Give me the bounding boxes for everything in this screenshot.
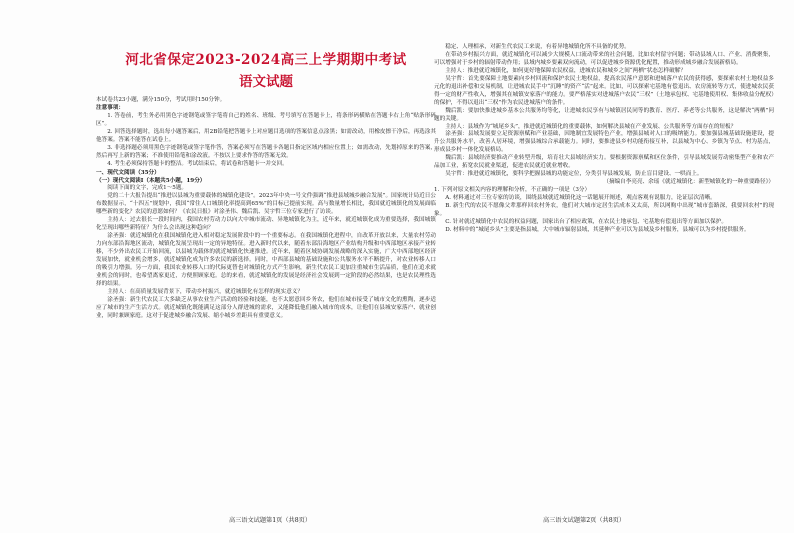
- article-paragraph: 吴宇哲：推进就近城镇化，要科学把握县城的功能定位，分类引导县城发展，防止盲目建设、一哄而上。: [445, 171, 703, 178]
- note-item: 1. 答卷前，考生务必用黑色字迹钢笔或签字笔将自己的姓名、班级、考号填写在答题卡上，将条形码横贴在答题卡右上角“贴条形码区”。: [96, 112, 436, 127]
- article-paragraph: 主持人：县域作为“城尾乡头”，推进就近城镇化的重要载体，如何解决县城在产业发展、公共服务等方面存在的短板？: [445, 123, 737, 130]
- page-footer: 高三语文试题第2页（共8页）: [542, 517, 626, 524]
- article-paragraph: 吴宇哲：首先要保障土地要素向乡村回流和保护农民土地权益，提高农民落户意愿和进城落户农民的获得感，要探索农村土地权益多元化的退出补偿和交易机制，让进城农民手中“沉睡”的资产“活”起来。比如，可以探索宅基地有偿退出、农房流转等方式，使进城农民获得一定的财产性收入，增强其在城镇安家落户的能力。要严格落实对进城落户农民“三权”（土地承包权、宅基地使用权、集体收益分配权）的保护，不得以退出“三权”作为农民进城落户的条件。: [434, 75, 774, 106]
- question-option: D. 材料中的“城尾乡头”主要是指县城，大中城市辐射县域，其延伸产业可以为县域及乡村服务，县城可以为乡村提供服务。: [445, 226, 750, 233]
- intro-line: 本试卷共23小题，满分150分，考试用时150分钟。: [96, 97, 226, 103]
- page-footer: 高三语文试题第1页（共8页）: [228, 517, 312, 524]
- article-paragraph: 主持人：在高质量发展背景下，带动乡村振兴，就近城镇化有怎样的现实意义？: [107, 288, 303, 295]
- notes-heading: 注意事项：: [96, 104, 124, 111]
- section-heading: 一、现代文阅读（35分）: [96, 169, 160, 176]
- article-paragraph: 涂圣强：新生代农民工大多缺乏从事农业生产活动的经验和技能，也不太愿意回乡务农，他们在城市接受了城市文化的熏陶，逐步适应了城市的生产生活方式。就近城镇化既能满足这部分人群进城的需求，又能降低他们融入城市的成本，让他们在县城安家落户、就业创业，同时兼顾家庭。这对于促进城乡融合发展、缩小城乡差距具有重要意义。: [96, 296, 436, 319]
- article-paragraph: 魏后凯：要加快推进城乡基本公共服务均等化，让进城农民享有与城镇居民同等的教育、医疗、养老等公共服务，这是解决“两栖”问题的关键。: [434, 107, 774, 122]
- question-stem: 1. 下列对原文相关内容的理解和分析，不正确的一项是（3分）: [434, 187, 591, 194]
- exam-title: 河北省保定2023-2024高三上学期期中考试: [125, 52, 407, 68]
- subsection-heading: （一）现代文阅读Ⅰ（本题共5小题，19分）: [96, 177, 206, 184]
- note-item: 2. 回答选择题时，选出每小题答案后，用2B铅笔把答题卡上对应题目选项的答案信息点涂黑；如需改动，用橡皮擦干净后，再选涂其他答案。答案不能答在试卷上。: [96, 128, 436, 143]
- article-paragraph: 主持人：推进就近城镇化，如何更好地保障农民权益，进城农民和城乡之间“两栖”状态怎样破解？: [445, 67, 686, 74]
- question-option: A. 材料通过对三位专家的访谈，围绕县域就近城镇化这一话题展开阐述，观点客观有说服力，论证层次清晰。: [445, 195, 716, 202]
- article-paragraph: 主持人：过去很长一段时间内，我国农村劳动力以向大中城市流动、异地城镇化为主，近年来，就近城镇化成为重要选择，我国城镇化呈现出哪些新特征？为什么会出现这种趋向？: [96, 217, 436, 232]
- source-note: （摘编自李亮亮、余瑶《就近城镇化：新型城镇化的一种重要路径》）: [603, 179, 774, 186]
- exam-subtitle: 语文试题: [239, 74, 293, 90]
- note-item: 4. 考生必须保持答题卡的整洁。考试结束后，将试卷和答题卡一并交回。: [107, 160, 288, 167]
- page-1: [96, 44, 436, 321]
- page-2: [434, 44, 774, 235]
- reading-instruction: 阅读下面的文字，完成1～5题。: [107, 185, 188, 192]
- article-paragraph: 稳定、人理相承，对新生代农民工来说，有着异地城镇化所不具备的优势。: [445, 44, 630, 50]
- question-option: C. 针对就近城镇化中农民的权益问题，国家出台了相应政策，在农民土地承包、宅基地有偿退出等方面加以保护。: [445, 218, 727, 225]
- question-option: B. 新生代的农民不愿像父辈那样回农村务农，他们对大城市定居生活成本又太高，所以网购中出现“城市套路深，我要回农村”的现象。: [434, 203, 774, 218]
- article-paragraph: 涂圣强：就近城镇化在我国城镇化进入相对稳定发展阶段中的一个重要标志。在我国城镇化进程中，自改革开放以来，大量农村劳动力向东部沿海地区流动，城镇化发展呈现出一定的异地特征。进入新时代以来，随着东部沿海地区产业结构升级和中西部地区承接产业转移，不少外出农民工开始回流，以县城为载体的就近城镇化快速推进。近年来，随着区域协调发展战略的深入实施，广大中西部地区经济发展加快，就业机会增多，就近城镇化成为许多农民的新选择。同时，中西部县城的基础设施和公共服务水平不断提升，对农业转移人口的吸引力增强。另一方面，我国农业转移人口的代际更替也对城镇化方式产生影响，新生代农民工更加注重城市生活品质，他们在追求就业机会的同时，也希望离家更近，方便照顾家庭。总的来看，就近城镇化的发展是经济社会发展到一定阶段的必然结果，也是农民理性选择的结果。: [96, 233, 436, 287]
- article-paragraph: 党的二十大报告提出“推进以县城为重要载体的城镇化建设”。2023年中央一号文件强调“推进县域城乡融合发展”。国家统计局近日公布数据显示，“十四五”规划中，我国“常住人口城镇化率提高到65%”的目标已提前实现。高与数量增长相比，我国就近城镇化的发展面临哪些新的变化？农民的意愿如何？《农民日报》对涂圣伟、魏后凯、吴宇哲三位专家进行了访谈。: [96, 193, 436, 216]
- article-paragraph: 在带动乡村振兴方面，就近城镇化可以减少大规模人口流动带来的社会问题，比如农村留守问题；带动县域人口、产业、消费聚集，可以增强对于乡村的辐射带动作用；县域内城乡要素双向流动，可以促进城乡资源优化配置，推动形成城乡融合发展新格局。: [434, 51, 774, 66]
- article-paragraph: 魏后凯：县域经济要推动产业转型升级，培育壮大县域经济实力。要根据资源禀赋和区位条件，引导县域发展劳动密集型产业和农产品加工业，拓宽农民就业渠道，促进农民就近就业增收。: [434, 155, 774, 170]
- note-item: 3. 非选择题必须用黑色字迹钢笔或签字笔作答，答案必须写在答题卡各题目指定区域内相应位置上；如需改动，先划掉原来的答案，然后再写上新的答案；不准使用铅笔和涂改液。不按以上要求作答的答案无效。: [96, 144, 436, 159]
- article-paragraph: 涂圣强：县域发展要立足资源禀赋和产业基础，因地制宜发展特色产业，增强县城对人口的吸纳能力。要加强县城基础设施建设，提升公共服务水平，改善人居环境，增强县城综合承载能力。同时，要推进县乡村功能衔接互补，以县城为中心、乡镇为节点、村为基点，形成县乡村一体化发展格局。: [434, 131, 774, 154]
